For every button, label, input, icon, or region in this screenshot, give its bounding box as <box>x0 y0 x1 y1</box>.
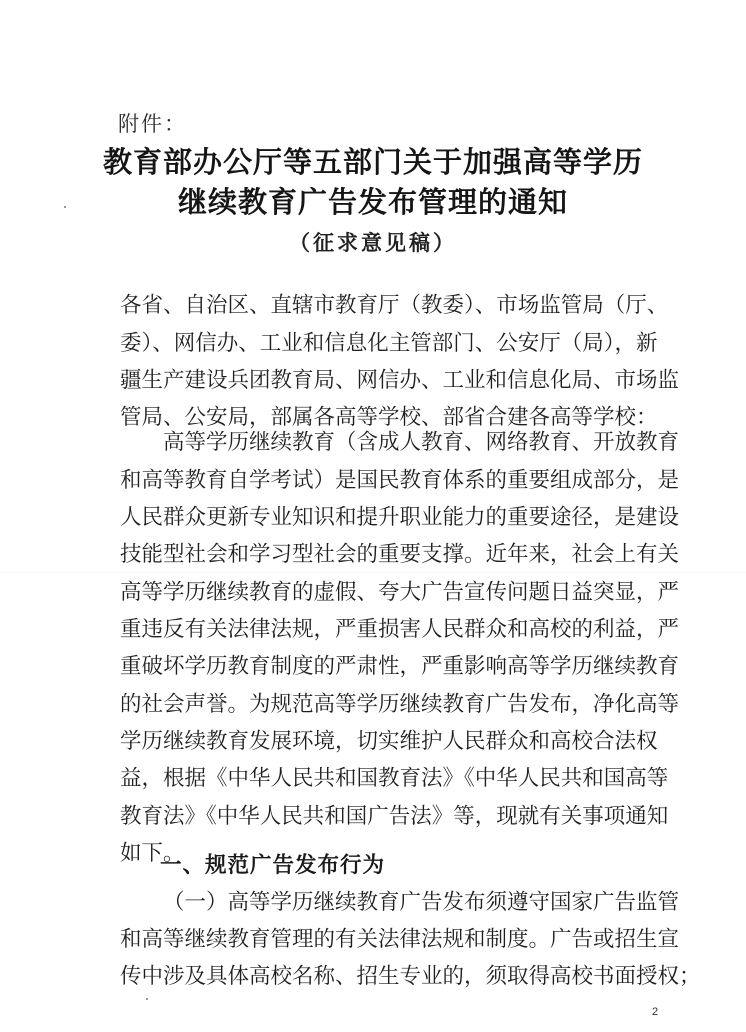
body-line: 的社会声誉。为规范高等学历继续教育广告发布，净化高等 <box>120 692 680 717</box>
attachment-label: 附件： <box>118 112 187 136</box>
addressee-line: 委）、网信办、工业和信息化主管部门、公安厅（局），新 <box>120 331 658 356</box>
section-line: （一）高等学历继续教育广告发布须遵守国家广告监管 <box>163 890 680 915</box>
scan-speck <box>64 206 66 208</box>
scan-fold-line <box>0 572 746 574</box>
addressee-line: 管局、公安局，部属各高等学校、部省合建各高等学校： <box>120 405 658 430</box>
body-line: 高等学历继续教育的虚假、夸大广告宣传问题日益突显，严 <box>120 580 680 605</box>
body-line: 和高等教育自学考试）是国民教育体系的重要组成部分，是 <box>120 468 680 493</box>
addressee-line: 疆生产建设兵团教育局、网信办、工业和信息化局、市场监 <box>120 368 680 393</box>
body-line: 技能型社会和学习型社会的重要支撑。近年来，社会上有关 <box>120 542 680 567</box>
addressee-line: 各省、自治区、直辖市教育厅（教委）、市场监管局（厅、 <box>120 293 669 318</box>
draft-label: （征求意见稿） <box>289 231 457 255</box>
section-line: 传中涉及具体高校名称、招生专业的，须取得高校书面授权； <box>120 964 701 989</box>
body-line: 教育法》《中华人民共和国广告法》等，现就有关事项通知 <box>120 804 669 829</box>
body-line: 如下。 <box>120 841 185 866</box>
body-line: 益，根据《中华人民共和国教育法》《中华人民共和国高等 <box>120 766 669 791</box>
section-line: 和高等继续教育管理的有关法律法规和制度。广告或招生宣 <box>120 927 680 952</box>
body-line: 高等学历继续教育（含成人教育、网络教育、开放教育 <box>163 430 680 455</box>
section-heading: 一、规范广告发布行为 <box>160 853 386 878</box>
body-line: 重违反有关法律法规，严重损害人民群众和高校的利益，严 <box>120 617 680 642</box>
document-title-line-1: 教育部办公厅等五部门关于加强高等学历 <box>102 145 643 179</box>
scan-speck <box>146 998 148 1000</box>
document-title-line-2: 继续教育广告发布管理的通知 <box>177 185 568 219</box>
body-line: 学历继续教育发展环境，切实维护人民群众和高校合法权 <box>120 729 658 754</box>
page-number: 2 <box>652 1006 659 1018</box>
body-line: 重破坏学历教育制度的严肃性，严重影响高等学历继续教育 <box>120 654 680 679</box>
body-line: 人民群众更新专业知识和提升职业能力的重要途径，是建设 <box>120 505 680 530</box>
